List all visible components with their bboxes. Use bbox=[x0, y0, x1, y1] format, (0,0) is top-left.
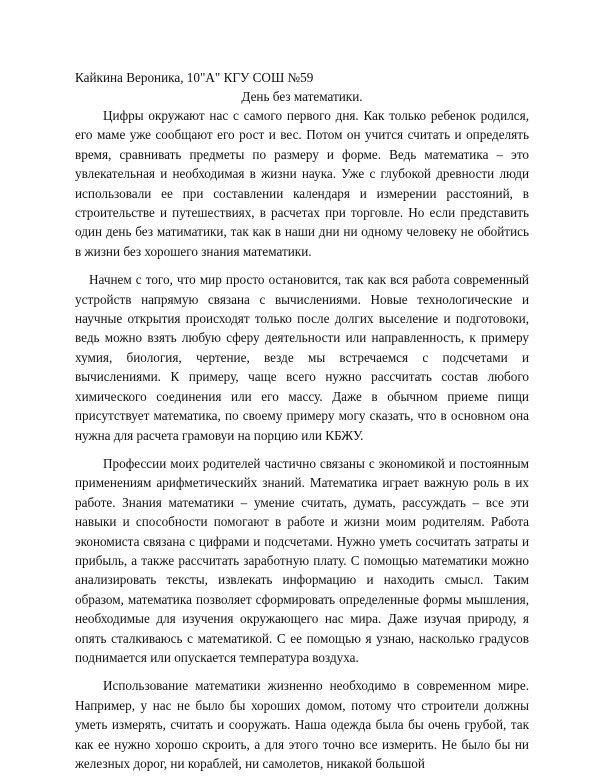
paragraph-3: Профессии моих родителей частично связаны с экономикой и постоянным применениям арифметическийх знаний. Математика играет важную роль в их работе. Знания математики – умение считать, думать, рассуждать – все эти навыки и способности помогают в работе и жизни моим родителям. Работа экономиста связана с цифрами и подсчетами. Нужно уметь сосчитать затраты и прибыль, а также рассчитать заработную плату. С помощью математики можно анализировать тексты, извлекать информацию и находить смысл. Таким образом, математика позволяет сформировать определенные формы мышления, необходимые для изучения окружающего нас мира. Даже изучая природу, я опять сталкиваюсь с математикой. С ее помощью я узнаю, насколько градусов поднимается или опускается температура воздуха. bbox=[75, 455, 529, 665]
paragraph-1: Цифры окружают нас с самого первого дня. Как только ребенок родился, его маме уже сообщают его рост и вес. Потом он учится считать и определять время, сравнивать предметы по размеру и форме. Ведь математика – это увлекательная и необходимая в жизни наука. Уже с глубокой древности люди использовали ее при составлении календаря и измерении расстояний, в строительстве и путешествиях, в расчетах при торговле. Но если представить один день без матиматики, так как в наши дни ни одному человеку не обойтись в жизни без хорошего знания математики. bbox=[75, 108, 529, 259]
author-line: Кайкина Вероника, 10"А" КГУ СОШ №59 bbox=[75, 70, 314, 85]
paragraph-2: Начнем с того, что мир просто остановится, так как вся работа современный устройств напрямую связана с вычислениями. Новые технологические и научные открытия происходят только после долгих выселение и подготовоки, ведь можно взять любую сферу деятельности или направленность, к примеру хумия, биология, чертение, везде мы встречаемся с подсчетами и вычислениями. К примеру, чаще всего нужно рассчитать состав любого химического соединения или его массу. Даже в обычном приеме пищи присутствует математика, по своему примеру могу сказать, что в основном она нужна для расчета грамовуи на порцию или КБЖУ. bbox=[75, 272, 529, 443]
document-page bbox=[75, 68, 529, 782]
paragraph-4: Использование математики жизненно необходимо в современном мире. Например, у нас не было бы хороших домом, потому что строители должны уметь измерять, считать и сооружать. Наша одежда была бы очень грубой, так как ее нужно хорошо скроить, а для этого точно все измерить. Не было бы ни железных дорог, ни кораблей, ни самолетов, никакой большой bbox=[75, 678, 529, 771]
document-title: День без математики. bbox=[241, 89, 363, 104]
